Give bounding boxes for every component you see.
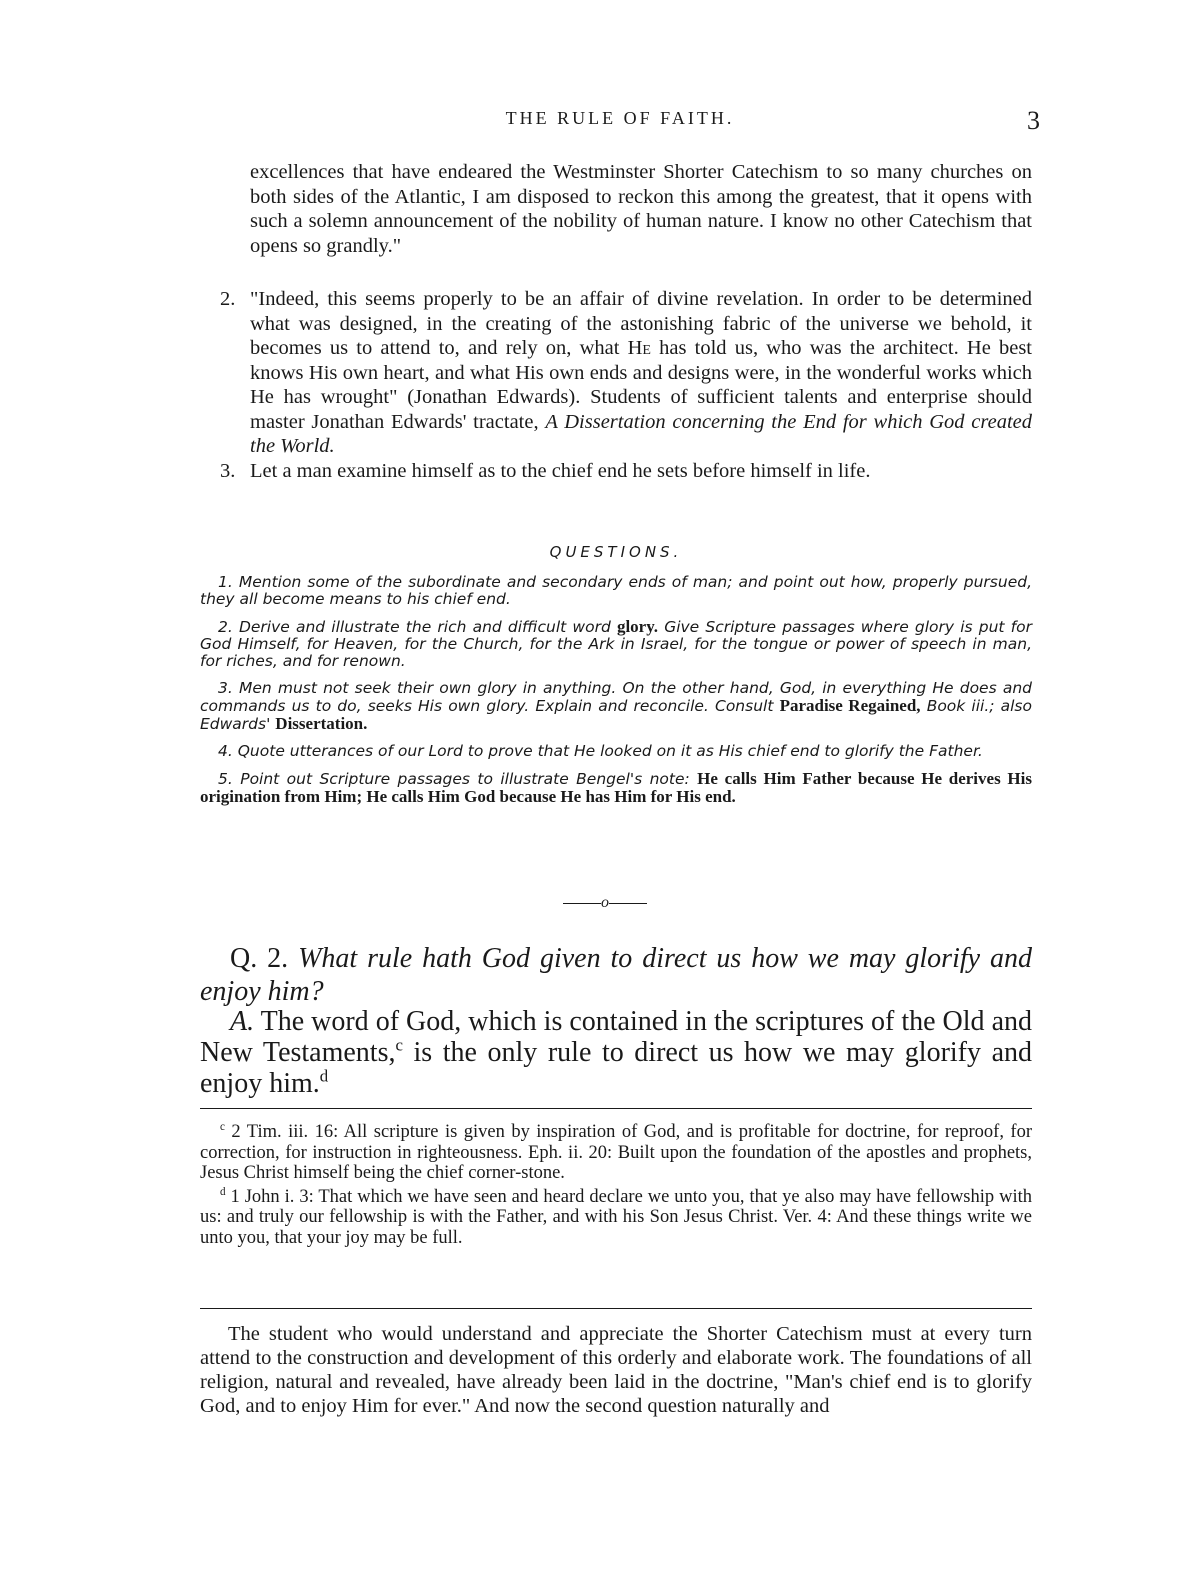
note-text-part: "Indeed, this seems properly to be an affair of divine revelation. In order to be determined what was designed, in the creating of the astonishing fabric of the universe we behold, it becomes us to attend to, and rely on, what	[250, 288, 1032, 359]
question-number: 1.	[218, 573, 233, 591]
note-text: Let a man examine himself as to the chief end he sets before himself in life.	[250, 459, 871, 482]
answer-label: A.	[230, 1006, 255, 1037]
intro-paragraph-block	[250, 160, 1032, 258]
question-item	[200, 574, 1032, 608]
questions-list	[200, 574, 1032, 816]
running-title: THE RULE OF FAITH.	[505, 108, 735, 128]
question-number: 2.	[218, 618, 233, 636]
question-bold-term: Dissertation.	[275, 714, 368, 733]
small-caps-he: He	[627, 337, 651, 359]
footnote-c	[200, 1122, 1032, 1184]
body-paragraph: The student who would understand and appreciate the Shorter Catechism must at every turn attend to the construction and development of this orderly and elaborate work. The foundations of all religion, natural and revealed, have already been laid in the doctrine, "Man's chief end is to glorify God, and to enjoy Him for ever." And now the second question naturally and	[200, 1323, 1032, 1417]
question-text: Derive and illustrate the rich and difficult word	[238, 618, 611, 636]
question-item	[200, 770, 1032, 806]
question-number: 3.	[218, 679, 233, 697]
question-item	[200, 680, 1032, 733]
footnote-ref-d: d	[319, 1066, 329, 1086]
page-header	[200, 108, 1040, 138]
divider-line	[609, 903, 647, 904]
answer-text: The word of God, which is contained in the scriptures of the Old and New Testaments,	[200, 1006, 1032, 1068]
question-bold-term: glory.	[616, 617, 659, 636]
question-text: Point out Scripture passages to illustrate Bengel's note:	[240, 770, 690, 788]
questions-heading: QUESTIONS.	[549, 543, 683, 561]
footnote-ref-c: c	[395, 1035, 403, 1055]
question-number: 5.	[218, 770, 233, 788]
catechism-question	[200, 942, 1032, 1008]
question-text: Quote utterances of our Lord to prove that He looked on it as His chief end to glorify the Father.	[237, 742, 983, 760]
section-divider	[540, 894, 670, 912]
question-text: Men must not seek their own glory in anything. On the other hand, God, in everything He does and commands us to do, seeks His own glory. Explain and reconcile. Consult	[200, 679, 1032, 715]
question-item	[200, 618, 1032, 670]
note-text-part: has told us, who was the architect. He best knows His own heart, and what His own ends and designs were, in the wonderful works which He has wrought" (Jonathan Edwards). Students of sufficient talents and enterprise should master Jonathan Edwards' tractate,	[250, 337, 1032, 433]
intro-paragraph: excellences that have endeared the Westminster Shorter Catechism to so many churches on both sides of the Atlantic, I am disposed to reckon this among the greatest, that it opens with such a solemn announcement of the nobility of human nature. I know no other Catechism that opens so grandly."	[250, 161, 1032, 257]
question-bold-quote: He calls Him Father because He derives His origination from Him; He calls Him God because He has Him for His end.	[200, 769, 1032, 806]
note-text	[250, 287, 1032, 459]
divider-ornament: o	[601, 894, 609, 911]
question-number: 4.	[218, 742, 233, 760]
question-text: Give Scripture passages where glory is put for God Himself, for Heaven, for the Church, for the Ark in Israel, for the tongue or power of speech in man, for riches, and for renown.	[200, 618, 1032, 670]
dissertation-title: A Dissertation concerning the End for which God created the World.	[250, 410, 1032, 457]
notes-list	[220, 287, 1032, 483]
note-item	[220, 459, 1032, 484]
divider-line	[563, 903, 601, 904]
question-label: Q. 2.	[230, 943, 289, 974]
footnotes	[200, 1122, 1032, 1251]
footnote-d	[200, 1187, 1032, 1249]
footnote-text: 1 John i. 3: That which we have seen and heard declare we unto you, that ye also may have fellowship with us: and truly our fellowship is with the Father, and with his Son Jesus Christ. Ver. 4: And these things write we unto you, that your joy may be full.	[200, 1186, 1033, 1248]
footnote-mark: c	[220, 1120, 225, 1133]
answer-text: is the only rule to direct us how we may glorify and enjoy him.	[200, 1037, 1032, 1099]
question-bold-term: Paradise Regained,	[779, 696, 921, 715]
catechism-answer	[200, 1006, 1032, 1099]
page-number: 3	[1027, 106, 1040, 135]
footnote-mark: d	[220, 1185, 226, 1198]
footnote-rule-top	[200, 1108, 1032, 1109]
footnote-rule-bottom	[200, 1308, 1032, 1309]
question-text: Book iii.; also Edwards'	[200, 697, 1032, 733]
note-item	[220, 287, 1032, 459]
note-number: 3.	[220, 459, 236, 482]
footnote-text: 2 Tim. iii. 16: All scripture is given by inspiration of God, and is profitable for doctrine, for reproof, for correction, for instruction in righteousness. Eph. ii. 20: Built upon the foundation of the apostles and prophets, Jesus Christ himself being the chief corner-stone.	[200, 1122, 1032, 1183]
note-number: 2.	[220, 288, 236, 310]
question-item	[200, 743, 1032, 760]
question-text: What rule hath God given to direct us how we may glorify and enjoy him?	[200, 943, 1032, 1007]
question-text: Mention some of the subordinate and secondary ends of man; and point out how, properly pursued, they all become means to his chief end.	[200, 573, 1032, 608]
